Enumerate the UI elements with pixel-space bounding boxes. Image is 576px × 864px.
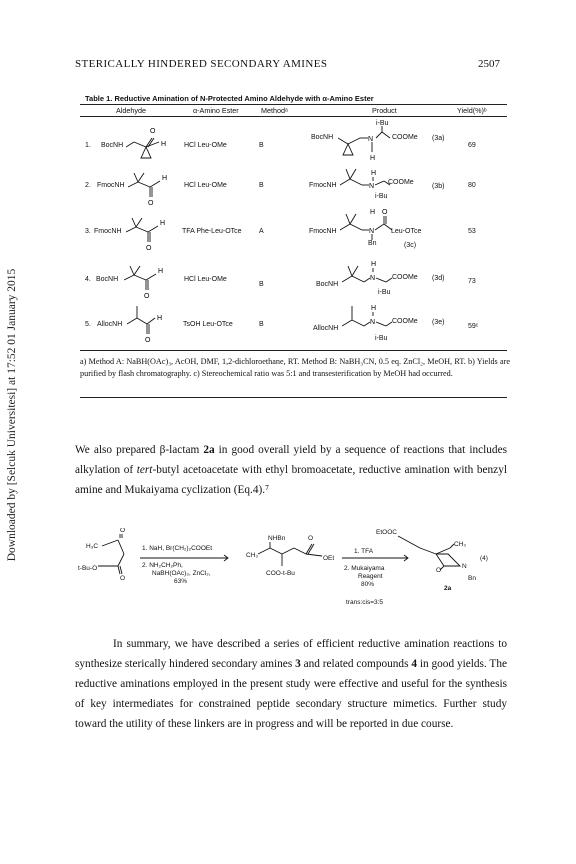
reagent-step1: 1. NaH, Br(CH₂)₂COOEt [142,545,213,552]
method: A [259,228,264,235]
yield: 69 [468,142,476,149]
int-nhbn: NHBn [268,535,286,542]
atom-h: H [161,141,167,148]
running-title: STERICALLY HINDERED SECONDARY AMINES [75,58,328,70]
product-methyl: CH₃ [454,541,467,548]
row-number: 5. [85,321,91,328]
reagent-step3: 1. TFA [354,548,374,555]
compound-code: (3a) [432,135,445,142]
int-methyl: CH₃ [246,552,259,559]
footnote-rule [80,397,507,398]
product-end-group: Leu-OTce [391,228,422,235]
product-substituent: i-Bu [378,289,391,296]
yield: 59ᶜ [468,323,479,330]
aldehyde-structure [127,300,177,348]
text-run: -butyl acetoacetate with ethyl bromoacetate, reductive amination with benzyl amine and Mukaiyama cyclization (Eq.4).⁷ [75,464,507,496]
method: B [259,321,264,328]
aldehyde-structure [128,165,188,207]
method: B [259,182,264,189]
amino-ester: HCl Leu-OMe [184,142,227,149]
method: B [259,281,264,288]
col-yield: Yield(%)ᵇ [457,106,487,115]
reagent-step4-name: Reagent [358,573,383,580]
product-substituent: i-Bu [376,120,389,127]
atom-o: O [148,200,154,207]
aldehyde-structure [126,210,186,256]
reagent-yield: 63% [174,578,188,585]
text-run: and related compounds [300,658,412,670]
product-substituent: i-Bu [375,335,388,342]
text-run: in good overall yield by a sequence of reactions that includes alkylation of [75,444,507,476]
col-product: Product [372,106,397,115]
atom-n: N [368,136,374,143]
atom-h: H [157,315,163,322]
equation-number: (4) [480,555,488,562]
atom-o: O [146,245,152,252]
aldehyde-protecting-group: BocNH [101,142,124,149]
product-end-group: COOMe [392,318,418,325]
download-notice-text: Downloaded by [Selcuk Universitesi] at 17:52 01 January 2015 [6,268,18,562]
row-number: 3. [85,228,91,235]
table-bottom-rule [80,350,507,351]
yield: 53 [468,228,476,235]
table-header-rule [80,116,507,117]
atom-h: H [370,209,376,216]
amino-ester: TsOH Leu-OTce [183,321,233,328]
table-caption: Table 1. Reductive Amination of N-Protected Amino Aldehyde with α-Amino Ester [85,94,374,103]
reagent-step2: 2. NH₂CH₂Ph, [142,562,183,569]
atom-h: H [371,170,377,177]
int-ester: COO-t-Bu [266,570,295,577]
amino-ester: TFA Phe-Leu-OTce [182,228,242,235]
atom-o: O [144,293,150,300]
atom-h: H [371,305,377,312]
table-footnote: a) Method A: NaBH(OAc)₃, AcOH, DMF, 1,2-dichloroethane, RT. Method B: NaBH₃CN, 0.5 eq. ZnCl₂, MeOH, RT. b) Yields are purified by flash chromatography. c) Stereochemical ratio was 5:1 and transesterification by MeOH had occurred. [80,357,510,378]
sm-ester: t-Bu-O [78,565,98,572]
row-number: 2. [85,182,91,189]
product-substituent: i-Bu [375,193,388,200]
page-number: 2507 [478,58,500,70]
product-protecting-group: FmocNH [309,228,337,235]
text-run: We also prepared [75,444,160,456]
product-end-group: COOMe [392,274,418,281]
row-number: 4. [85,276,91,283]
product-protecting-group: AllocNH [313,325,339,332]
product-protecting-group: BocNH [311,134,334,141]
product-benzyl: Bn [468,575,476,582]
aldehyde-protecting-group: FmocNH [94,228,122,235]
reagent-yield: 80% [361,581,375,588]
compound-ref: 2a [203,444,215,456]
row-number: 1. [85,142,91,149]
atom-n: N [369,228,375,235]
table-top-rule [80,104,507,105]
reagent-step2-conditions: NaBH(OAc)₃, ZnCl₂, [152,570,211,577]
product-protecting-group: FmocNH [309,182,337,189]
atom-h: H [158,268,164,275]
beta-symbol: β [159,444,166,456]
text-run: -lactam [165,444,204,456]
atom-h: H [162,175,168,182]
atom-h: H [371,261,377,268]
download-notice [4,170,20,660]
atom-o: O [308,535,314,542]
summary-paragraph [75,634,507,734]
atom-o: O [145,337,151,344]
stereo-ratio: trans:cis=3:5 [346,599,384,606]
product-end-group: COOMe [392,134,418,141]
product-ester: EtOOC [376,529,397,536]
aldehyde-protecting-group: AllocNH [97,321,123,328]
product-substituent: Bn [368,240,377,247]
body-paragraph [75,440,507,500]
text-run: In summary, we have described a series of efficient reductive amination reactions to synthesize sterically hindered secondary amines [75,638,507,670]
method: B [259,142,264,149]
reagent-step4: 2. Mukaiyama [344,565,385,572]
amino-ester: HCl Leu-OMe [184,182,227,189]
atom-o: O [120,528,126,534]
col-aldehyde: Aldehyde [116,106,146,115]
compound-ref: 4 [411,658,417,670]
product-atom-o: O [436,567,442,574]
reaction-scheme [78,528,508,628]
atom-n: N [370,319,376,326]
int-oet: OEt [323,555,335,562]
atom-o: O [382,209,388,216]
amino-ester: HCl Leu-OMe [184,276,227,283]
yield: 80 [468,182,476,189]
compound-ref: 3 [295,658,301,670]
product-protecting-group: BocNH [316,281,339,288]
yield: 73 [468,278,476,285]
product-end-group: COOMe [388,179,414,186]
compound-code: (3d) [432,275,445,282]
col-method: Methodᵃ [261,106,288,115]
compound-code: (3b) [432,183,445,190]
atom-o: O [150,128,156,135]
text-run: in good yields. The reductive aminations employed in the present study were effective and useful for the synthesis of key intermediates for constrained peptide secondary structure mimetics. Further study toward the utility of these linkers are in progress and will be reported in due course. [75,658,507,730]
aldehyde-protecting-group: FmocNH [97,182,125,189]
compound-code: (3c) [404,242,417,249]
compound-code: (3e) [432,319,445,326]
product-atom-n: N [462,563,467,570]
atom-n: N [369,183,375,190]
aldehyde-protecting-group: BocNH [96,276,119,283]
atom-o: O [120,575,126,582]
aldehyde-structure [126,118,186,162]
atom-n: N [370,275,376,282]
sm-methyl: H₃C [86,543,99,550]
atom-h: H [370,155,376,162]
aldehyde-structure [124,258,184,304]
atom-h: H [160,220,166,227]
col-amino-ester: α-Amino Ester [193,106,239,115]
product-label: 2a [444,585,452,592]
italic-term: tert [136,464,153,476]
